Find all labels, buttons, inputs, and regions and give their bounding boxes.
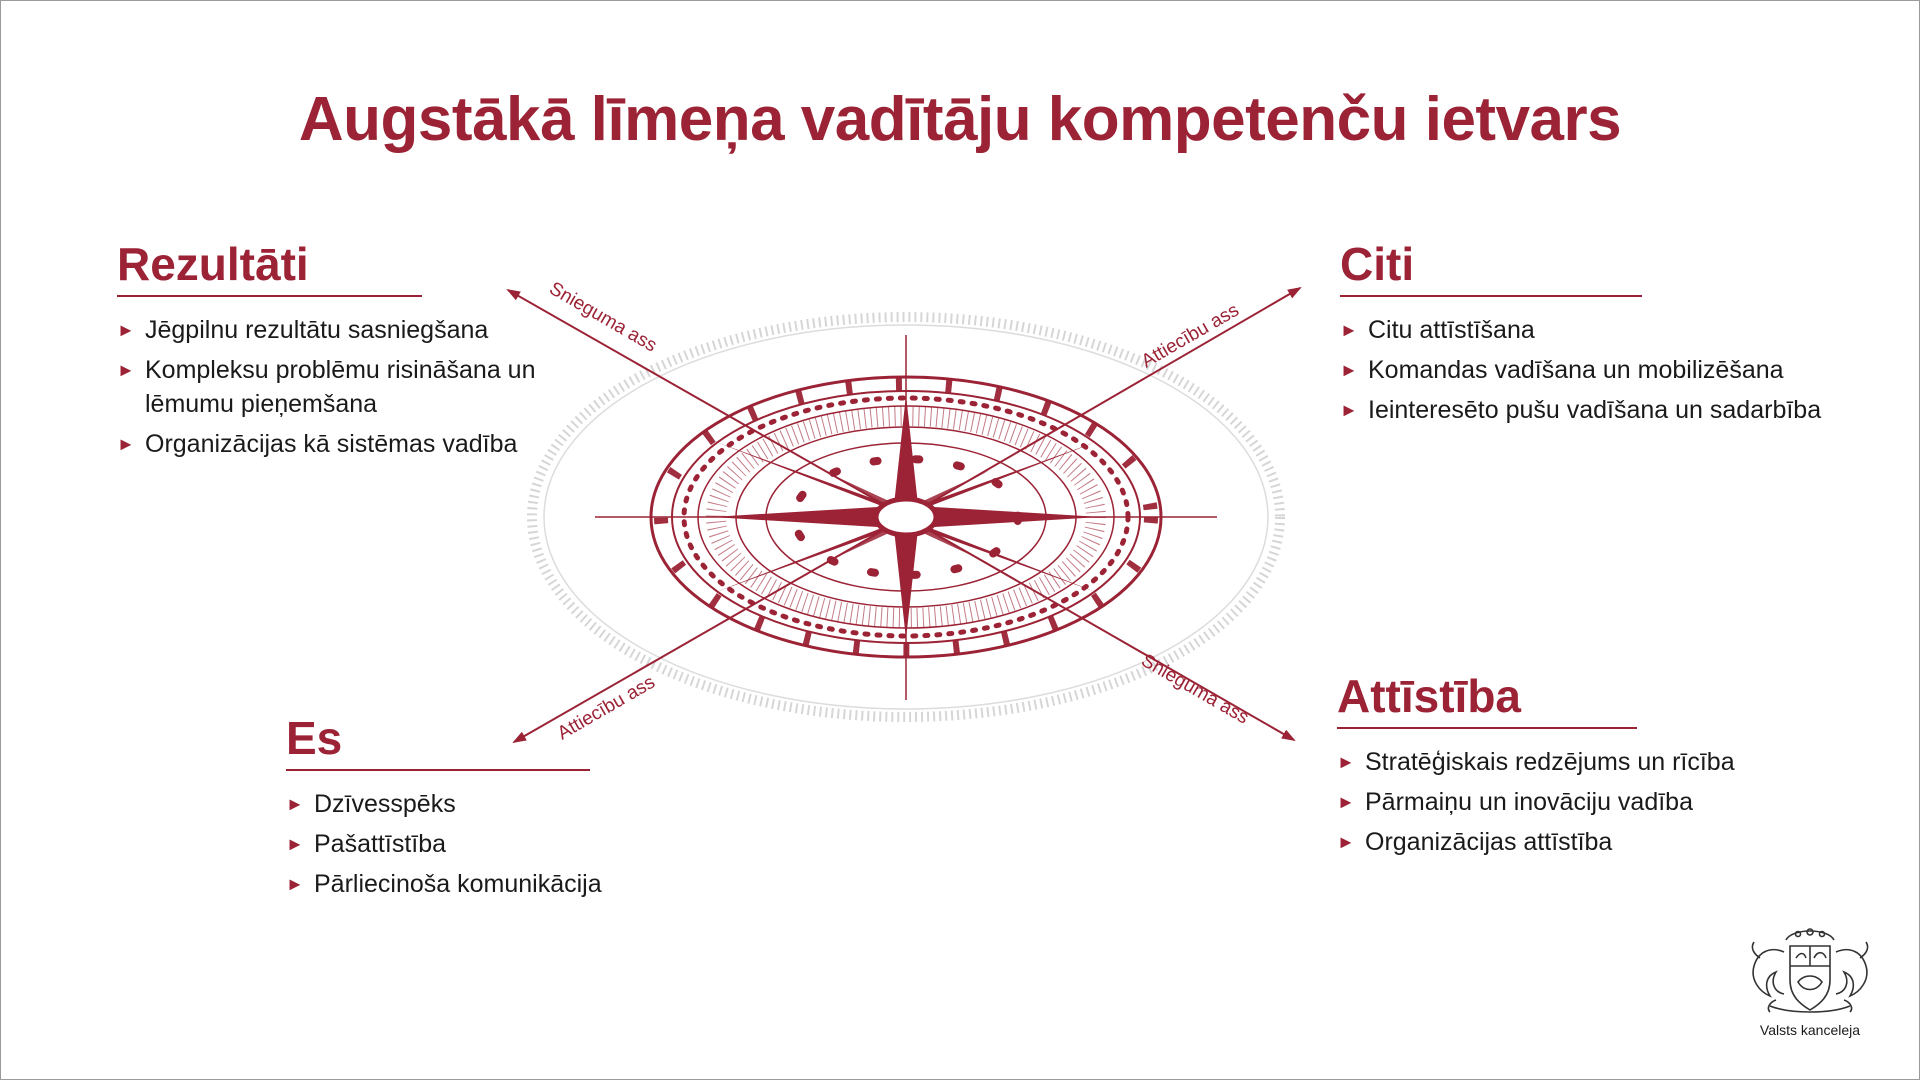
bullet-icon: ► — [1337, 751, 1355, 772]
bullet-icon: ► — [286, 873, 304, 894]
section-list — [286, 787, 646, 901]
list-item-text: Pārliecinoša komunikācija — [314, 869, 602, 898]
logo — [1740, 922, 1880, 1042]
bullet-icon: ► — [1340, 359, 1358, 380]
bullet-icon: ► — [117, 359, 135, 380]
list-item — [1337, 785, 1797, 819]
list-item-text: Komandas vadīšana un mobilizēšana — [1368, 355, 1784, 384]
list-item — [1337, 745, 1797, 779]
list-item-text: Kompleksu problēmu risināšana un lēmumu pieņemšana — [145, 355, 536, 418]
list-item — [1340, 313, 1860, 347]
section-attistiba — [1337, 670, 1735, 865]
section-heading: Es — [286, 712, 590, 771]
list-item — [286, 827, 646, 861]
bullet-icon: ► — [1340, 319, 1358, 340]
bullet-icon: ► — [117, 433, 135, 454]
list-item-text: Pašattīstība — [314, 829, 447, 858]
list-item — [117, 353, 537, 421]
section-list — [1340, 313, 1860, 427]
list-item-text: Ieinteresēto pušu vadīšana un sadarbība — [1368, 395, 1822, 424]
list-item-text: Pārmaiņu un inovāciju vadība — [1365, 787, 1693, 816]
list-item-text: Dzīvesspēks — [314, 789, 456, 818]
compass-center — [876, 499, 936, 535]
section-rezultati — [117, 238, 536, 467]
list-item — [117, 427, 537, 461]
list-item — [1337, 825, 1797, 859]
section-heading: Attīstība — [1337, 670, 1637, 729]
section-heading: Citi — [1340, 238, 1642, 297]
bullet-icon: ► — [286, 793, 304, 814]
bullet-icon: ► — [1340, 399, 1358, 420]
page-title: Augstākā līmeņa vadītāju kompetenču ietvars — [298, 85, 1622, 154]
list-item-text: Stratēģiskais redzējums un rīcība — [1365, 747, 1735, 776]
axis-label-relations-top: Attiecību ass — [1138, 299, 1243, 373]
section-list — [117, 313, 537, 461]
coat-of-arms-icon — [1740, 922, 1880, 1020]
list-item — [1340, 393, 1860, 427]
list-item — [286, 787, 646, 821]
list-item-text: Citu attīstīšana — [1368, 315, 1535, 344]
list-item — [117, 313, 537, 347]
bullet-icon: ► — [1337, 831, 1355, 852]
axis-label-performance-bottom: Snieguma ass — [1137, 650, 1253, 729]
bullet-icon: ► — [1337, 791, 1355, 812]
bullet-icon: ► — [117, 319, 135, 340]
list-item — [1340, 353, 1860, 387]
axis-label-relations-bottom: Attiecību ass — [554, 671, 659, 745]
axis-label-performance-top: Snieguma ass — [545, 278, 661, 357]
logo-caption: Valsts kanceleja — [1759, 1022, 1861, 1038]
list-item-text: Organizācijas kā sistēmas vadība — [145, 429, 518, 458]
section-list — [1337, 745, 1797, 859]
list-item-text: Jēgpilnu rezultātu sasniegšana — [145, 315, 489, 344]
list-item — [286, 867, 646, 901]
section-es — [286, 712, 602, 907]
bullet-icon: ► — [286, 833, 304, 854]
section-heading: Rezultāti — [117, 238, 422, 297]
section-citi — [1340, 238, 1822, 433]
list-item-text: Organizācijas attīstība — [1365, 827, 1613, 856]
